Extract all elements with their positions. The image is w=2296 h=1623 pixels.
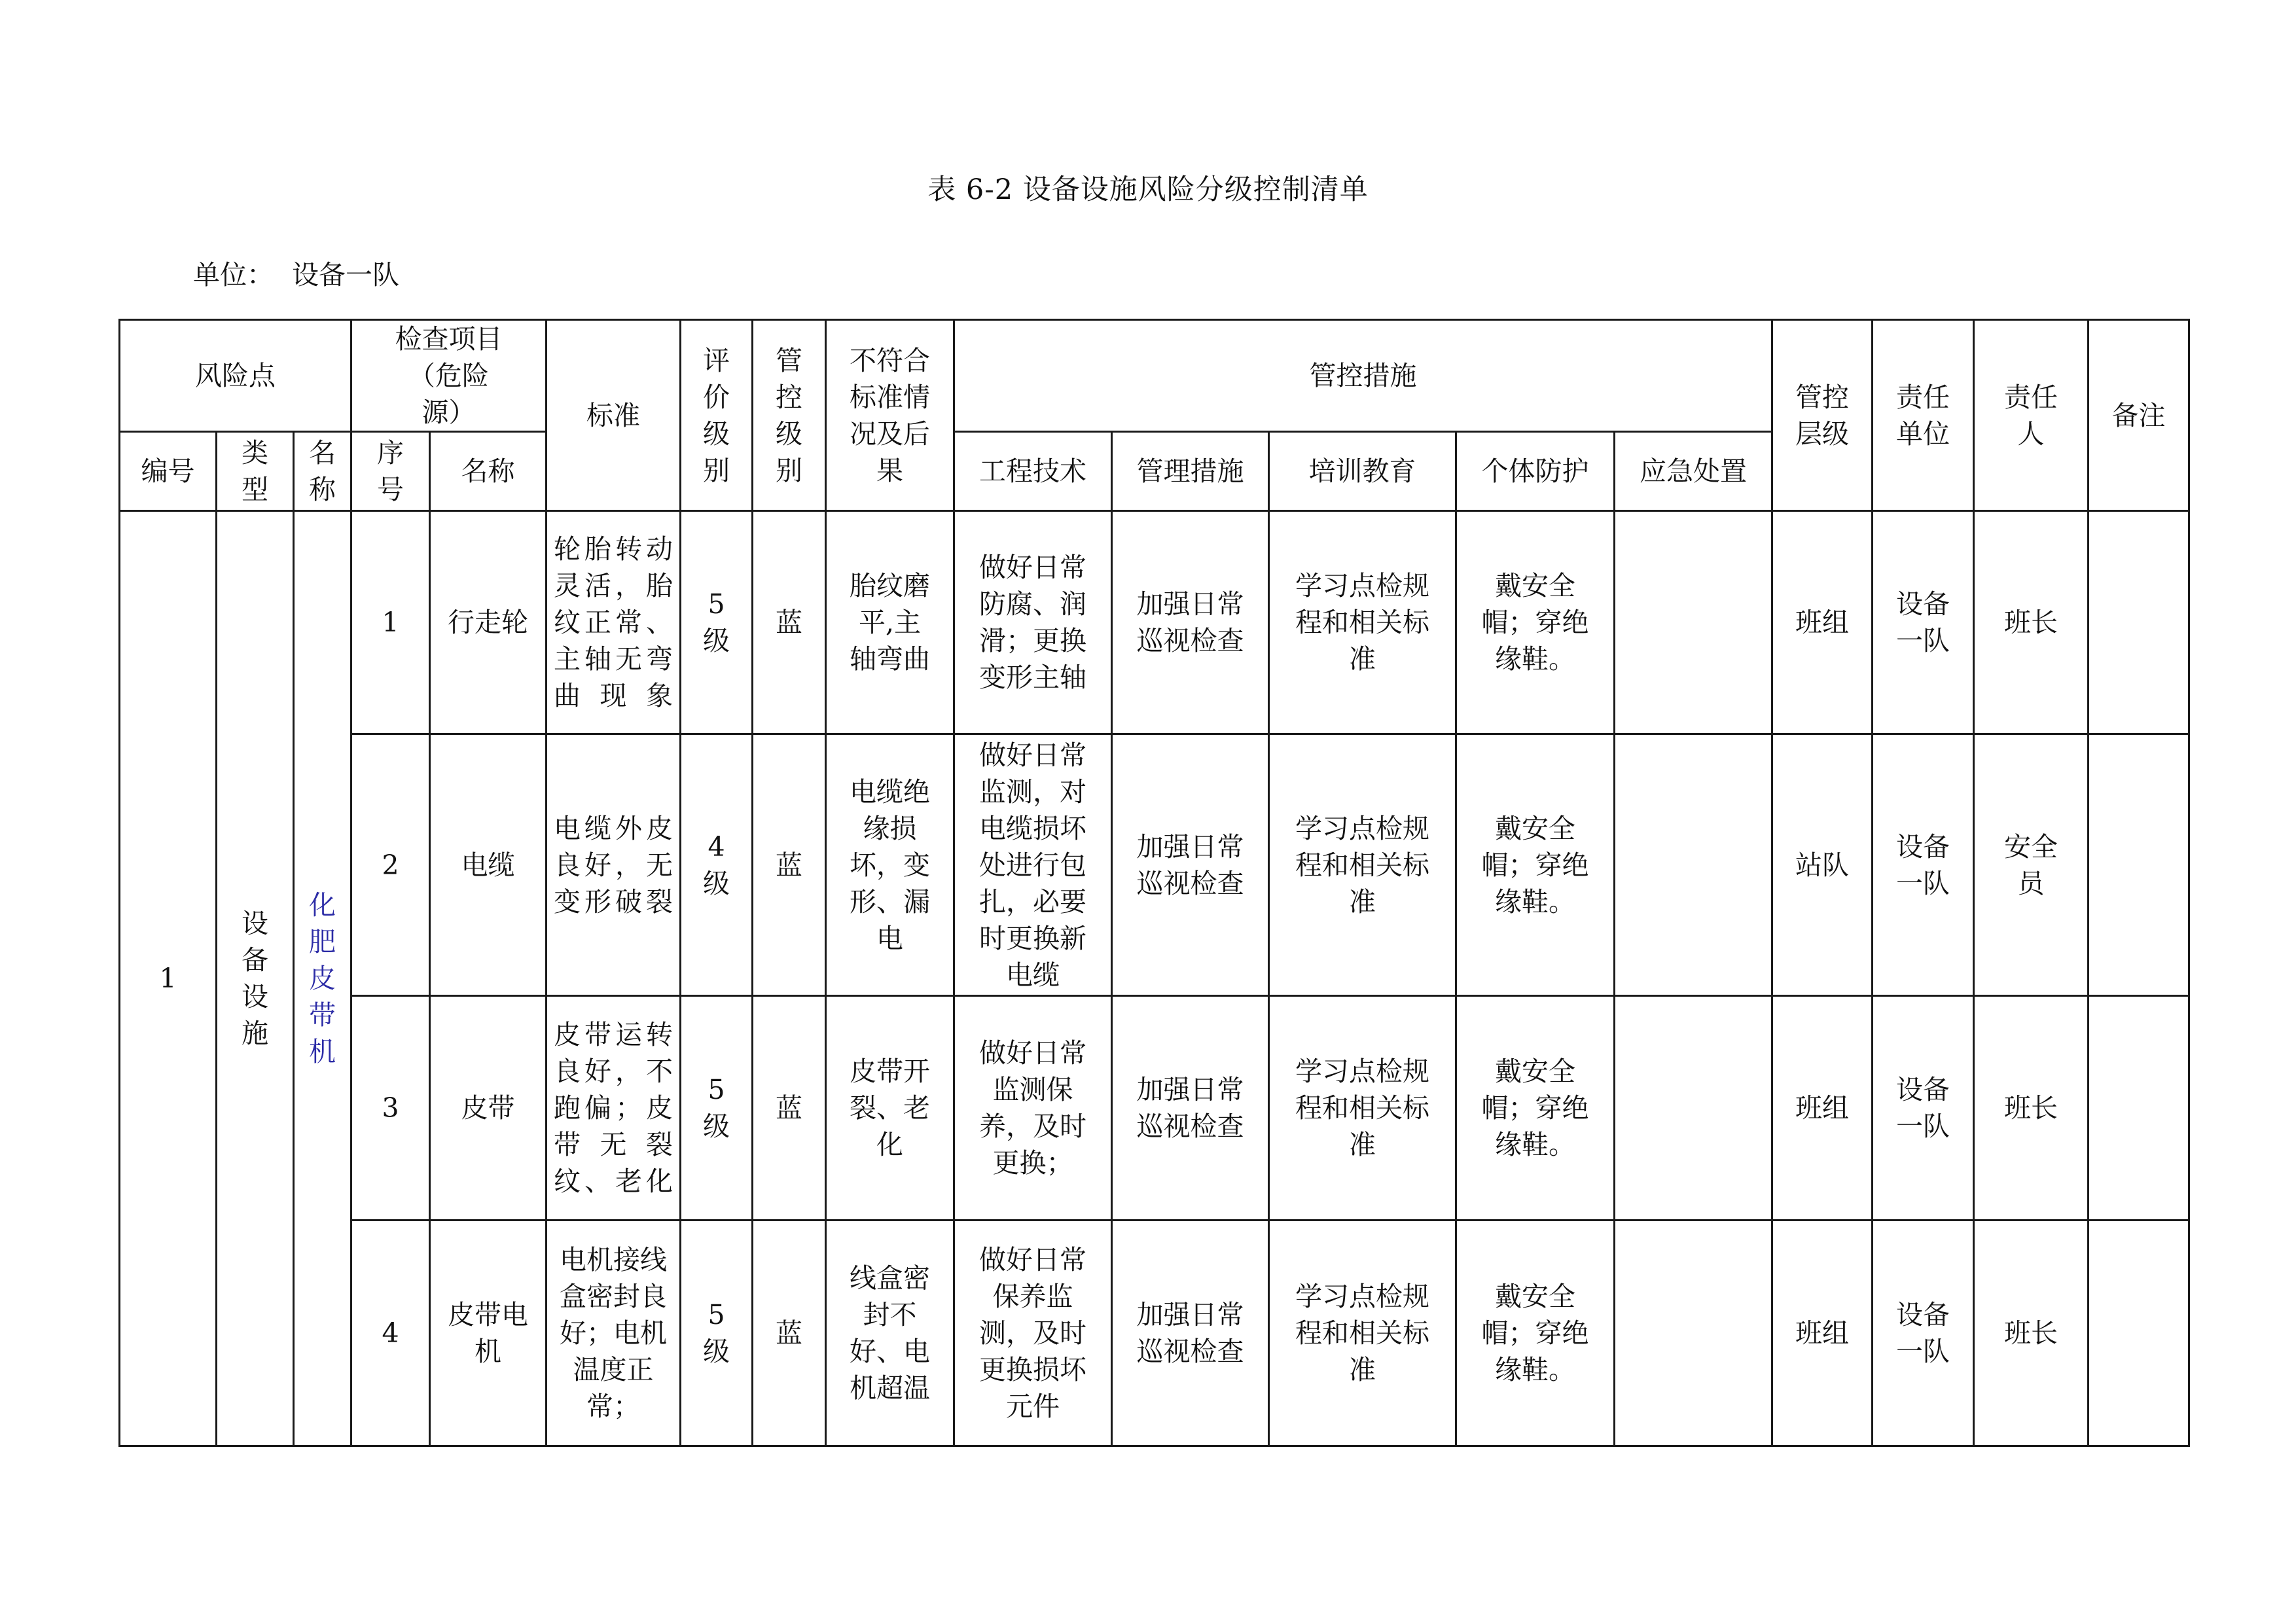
row-training-text: 学习点检规程和相关标准	[1295, 812, 1430, 918]
row-nonconformity-text: 电缆绝缘损坏，变形、漏电	[850, 776, 931, 954]
header-control-measures: 管控措施	[954, 320, 1772, 432]
header-ppe: 个体防护	[1456, 432, 1615, 511]
header-risk-point: 风险点	[120, 320, 351, 432]
row-engineering-text: 做好日常监测保养，及时更换；	[979, 1037, 1087, 1179]
row-standard: 电缆外皮良好，无变形破裂	[547, 734, 681, 996]
row-engineering-text: 做好日常监测，对电缆损坏处进行包扎，必要时更换新电缆	[979, 739, 1087, 991]
row-emergency	[1615, 734, 1772, 996]
row-engineering	[954, 511, 1112, 734]
row-engineering	[954, 1221, 1112, 1446]
row-control-tier: 班组	[1772, 511, 1873, 734]
row-management	[1112, 996, 1269, 1221]
row-engineering-text: 做好日常保养监测，及时更换损坏元件	[979, 1244, 1087, 1422]
row-seq: 2	[351, 734, 430, 996]
row-control-level: 蓝	[753, 996, 826, 1221]
header-control-tier-text: 管控层级	[1795, 381, 1850, 450]
row-emergency	[1615, 996, 1772, 1221]
row-item-name: 行走轮	[430, 511, 547, 734]
header-responsible-unit-text: 责任单位	[1896, 381, 1950, 450]
header-type	[217, 432, 294, 511]
row-evaluation-level-text: 5级	[703, 1299, 730, 1367]
row-training	[1269, 511, 1456, 734]
table-row	[120, 511, 2189, 734]
row-engineering	[954, 996, 1112, 1221]
row-ppe-text: 戴安全帽；穿绝缘鞋。	[1481, 570, 1589, 675]
row-responsible-person: 班长	[1974, 996, 2089, 1221]
row-responsible-person-text: 班长	[2004, 607, 2058, 638]
row-seq: 3	[351, 996, 430, 1221]
row-responsible-person-text: 安全员	[2004, 830, 2058, 899]
header-engineering: 工程技术	[954, 432, 1112, 511]
row-control-level: 蓝	[753, 511, 826, 734]
row-evaluation-level	[681, 734, 753, 996]
row-responsible-unit-text: 设备一队	[1896, 588, 1950, 656]
row-training	[1269, 996, 1456, 1221]
row-standard-text: 电机接线盒密封良好；电机温度正常；	[560, 1244, 668, 1422]
risk-point-no: 1	[120, 511, 217, 1446]
header-remarks: 备注	[2089, 320, 2189, 511]
row-control-tier: 班组	[1772, 996, 1873, 1221]
row-responsible-unit	[1873, 1221, 1974, 1446]
unit-label: 单位：	[193, 259, 274, 291]
row-engineering	[954, 734, 1112, 996]
risk-point-type-text: 设备设施	[241, 908, 268, 1049]
row-responsible-person	[1974, 511, 2089, 734]
row-seq: 4	[351, 1221, 430, 1446]
row-item-name: 电缆	[430, 734, 547, 996]
row-item-name	[430, 1221, 547, 1446]
row-ppe	[1456, 734, 1615, 996]
row-evaluation-level-text: 4级	[703, 830, 730, 899]
header-no: 编号	[120, 432, 217, 511]
header-evaluation-level	[681, 320, 753, 511]
header-management: 管理措施	[1112, 432, 1269, 511]
row-ppe-text: 戴安全帽；穿绝缘鞋。	[1481, 812, 1589, 918]
row-training-text: 学习点检规程和相关标准	[1295, 570, 1430, 675]
table-row	[120, 734, 2189, 996]
row-remarks	[2089, 734, 2189, 996]
row-management	[1112, 511, 1269, 734]
header-control-tier	[1772, 320, 1873, 511]
row-engineering-text: 做好日常防腐、润滑；更换变形主轴	[979, 552, 1087, 693]
row-management	[1112, 1221, 1269, 1446]
row-nonconformity-text: 胎纹磨平,主轴弯曲	[850, 570, 931, 675]
unit-line	[193, 257, 399, 293]
row-standard: 轮胎转动灵活，胎纹正常、主轴无弯曲现象	[547, 511, 681, 734]
row-ppe	[1456, 511, 1615, 734]
row-remarks	[2089, 996, 2189, 1221]
header-inspection-item-text: 检查项目（危险源）	[395, 323, 503, 428]
document-title: 表 6-2 设备设施风险分级控制清单	[927, 173, 1369, 206]
row-seq: 1	[351, 511, 430, 734]
row-standard	[547, 1221, 681, 1446]
header-evaluation-level-text: 评价级别	[703, 344, 730, 486]
header-emergency: 应急处置	[1615, 432, 1772, 511]
row-ppe	[1456, 1221, 1615, 1446]
row-responsible-unit	[1873, 511, 1974, 734]
row-responsible-person	[1974, 734, 2089, 996]
row-control-level: 蓝	[753, 1221, 826, 1446]
row-nonconformity	[826, 511, 954, 734]
row-management-text: 加强日常巡视检查	[1136, 588, 1244, 656]
row-item-name-text: 皮带电机	[448, 1299, 528, 1367]
header-responsible-person	[1974, 320, 2089, 511]
row-responsible-person: 班长	[1974, 1221, 2089, 1446]
row-evaluation-level-text: 5级	[703, 1074, 730, 1142]
row-ppe	[1456, 996, 1615, 1221]
row-nonconformity	[826, 1221, 954, 1446]
header-seq-text: 序号	[376, 437, 404, 505]
row-evaluation-level-text: 5级	[703, 588, 730, 656]
row-remarks	[2089, 511, 2189, 734]
row-responsible-unit-text: 设备一队	[1896, 1074, 1950, 1142]
risk-point-type	[217, 511, 294, 1446]
header-item-name: 名称	[430, 432, 547, 511]
row-control-level: 蓝	[753, 734, 826, 996]
row-ppe-text: 戴安全帽；穿绝缘鞋。	[1481, 1056, 1589, 1160]
header-control-level-text: 管控级别	[776, 344, 802, 486]
row-standard: 皮带运转良好，不跑偏；皮带无裂纹、老化	[547, 996, 681, 1221]
row-evaluation-level	[681, 1221, 753, 1446]
table-row	[120, 1221, 2189, 1446]
header-responsible-unit	[1873, 320, 1974, 511]
row-responsible-unit-text: 设备一队	[1896, 1299, 1950, 1367]
header-name	[294, 432, 351, 511]
row-responsible-unit	[1873, 734, 1974, 996]
row-nonconformity-text: 线盒密封不好、电机超温	[850, 1262, 931, 1404]
row-emergency	[1615, 1221, 1772, 1446]
table-row	[120, 996, 2189, 1221]
row-remarks	[2089, 1221, 2189, 1446]
row-item-name: 皮带	[430, 996, 547, 1221]
row-management	[1112, 734, 1269, 996]
unit-value: 设备一队	[292, 259, 399, 291]
row-nonconformity	[826, 734, 954, 996]
header-nonconformity-text: 不符合标准情况及后果	[850, 344, 931, 486]
row-management-text: 加强日常巡视检查	[1136, 1074, 1244, 1142]
row-nonconformity	[826, 996, 954, 1221]
row-training	[1269, 1221, 1456, 1446]
header-row-1	[120, 320, 2189, 432]
row-responsible-unit-text: 设备一队	[1896, 830, 1950, 899]
row-control-tier: 站队	[1772, 734, 1873, 996]
risk-point-name	[294, 511, 351, 1446]
header-training: 培训教育	[1269, 432, 1456, 511]
header-standard: 标准	[547, 320, 681, 511]
header-seq	[351, 432, 430, 511]
row-evaluation-level	[681, 511, 753, 734]
row-evaluation-level	[681, 996, 753, 1221]
header-inspection-item	[351, 320, 547, 432]
header-responsible-person-text: 责任人	[2004, 381, 2058, 450]
risk-point-name-text: 化肥皮带机	[308, 889, 336, 1067]
row-training	[1269, 734, 1456, 996]
row-emergency	[1615, 511, 1772, 734]
row-responsible-unit	[1873, 996, 1974, 1221]
row-nonconformity-text: 皮带开裂、老化	[850, 1056, 931, 1160]
header-control-level	[753, 320, 826, 511]
header-nonconformity	[826, 320, 954, 511]
row-training-text: 学习点检规程和相关标准	[1295, 1281, 1430, 1385]
row-control-tier: 班组	[1772, 1221, 1873, 1446]
row-ppe-text: 戴安全帽；穿绝缘鞋。	[1481, 1281, 1589, 1385]
row-management-text: 加强日常巡视检查	[1136, 1299, 1244, 1367]
row-management-text: 加强日常巡视检查	[1136, 830, 1244, 899]
row-training-text: 学习点检规程和相关标准	[1295, 1056, 1430, 1160]
risk-control-table	[118, 319, 2190, 1447]
header-type-text: 类型	[241, 437, 268, 505]
header-name-text: 名称	[308, 437, 336, 505]
